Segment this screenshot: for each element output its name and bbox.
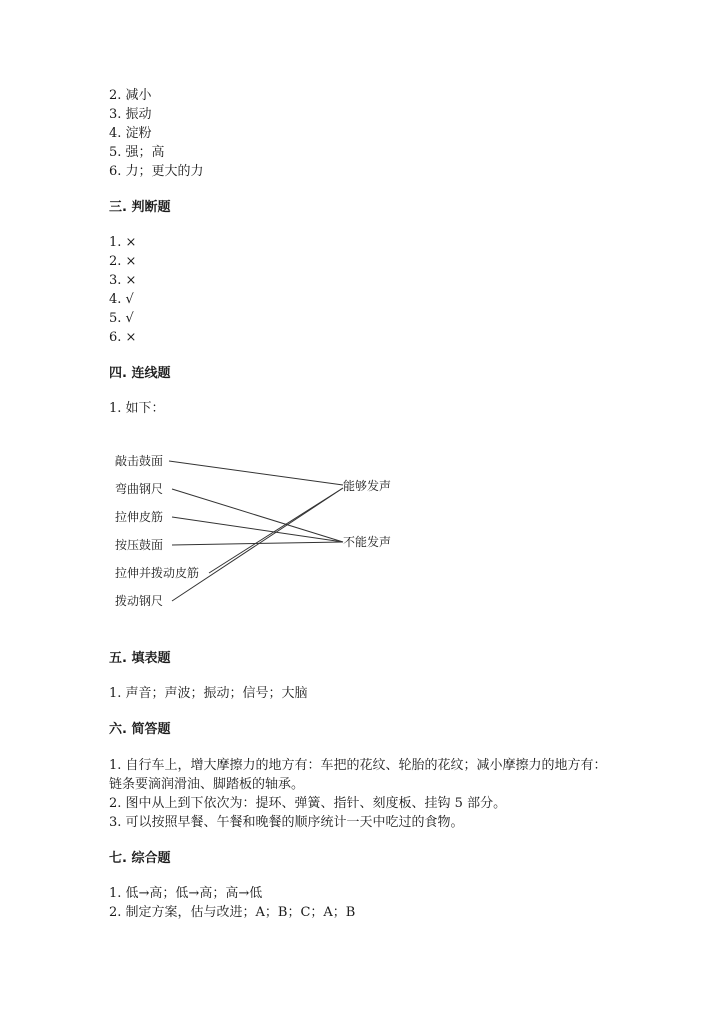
answer-line: 3. 振动 [109,107,152,122]
left-item: 拨动钢尺 [115,594,164,608]
answer-line: 1. 如下： [109,401,165,416]
right-item: 能够发声 [343,479,392,493]
answer-paragraph: 1. 自行车上，增大摩擦力的地方有：车把的花纹、轮胎的花纹；减小摩擦力的地方有：链条要滴润滑油、脚踏板的轴承。 [109,758,607,792]
section-heading: 六. 简答题 [109,722,171,737]
answer-line: 1. × [109,235,137,250]
answer-line: 4. √ [109,292,134,307]
answer-line: 1. 声音；声波；振动；信号；大脑 [109,686,308,701]
answer-line: 4. 淀粉 [109,126,152,141]
answer-line: 3. 可以按照早餐、午餐和晚餐的顺序统计一天中吃过的食物。 [109,815,464,830]
answer-line: 6. × [109,330,137,345]
match-line [169,461,343,485]
match-line [172,517,343,542]
left-item: 弯曲钢尺 [115,482,164,496]
left-item: 拉伸皮筋 [115,510,164,524]
left-item: 按压鼓面 [115,538,164,552]
answer-line: 2. 制定方案，估与改进；A；B；C；A；B [109,905,356,920]
answer-line: 3. × [109,273,137,288]
match-line [172,489,343,542]
answer-line: 6. 力；更大的力 [109,164,204,179]
answer-line: 2. 减小 [109,88,152,103]
answer-line: 1. 低→高；低→高；高→低 [109,886,263,901]
section-heading: 三. 判断题 [109,200,171,215]
left-item: 敲击鼓面 [115,454,164,468]
left-item: 拉伸并拨动皮筋 [115,566,200,580]
answer-line: 2. × [109,254,137,269]
section-heading: 五. 填表题 [109,651,171,666]
section-heading: 七. 综合题 [109,851,171,866]
section-heading: 四. 连线题 [109,366,171,381]
answer-line: 2. 图中从上到下依次为：提环、弹簧、指针、刻度板、挂钩 5 部分。 [109,796,507,811]
answer-line: 5. 强；高 [109,145,165,160]
right-item: 不能发声 [343,535,392,549]
answer-line: 5. √ [109,311,134,326]
